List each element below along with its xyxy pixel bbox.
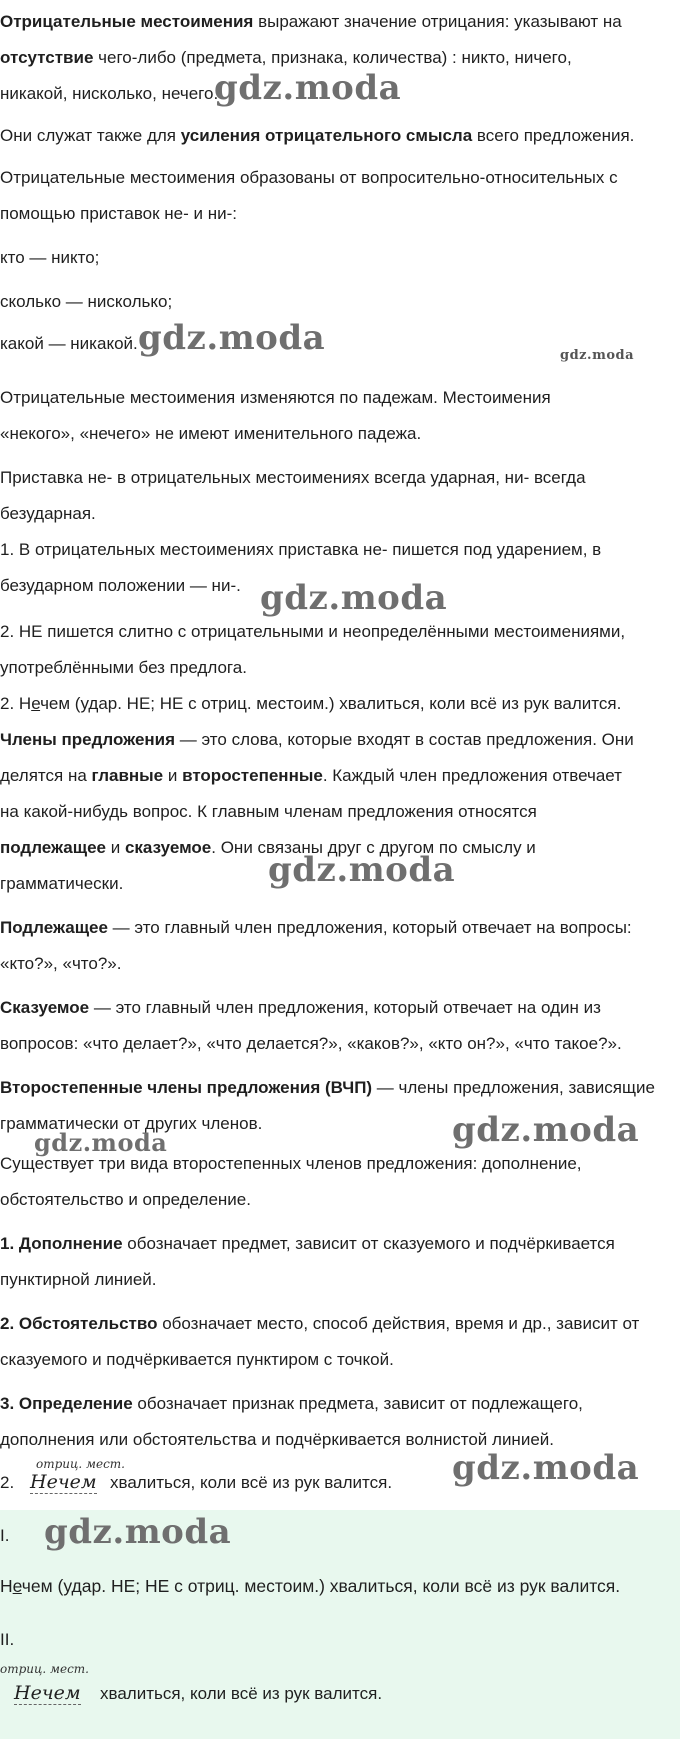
paragraph [0, 722, 680, 758]
paragraph: 1. В отрицательных местоимениях приставка не- пишется под ударением, в [0, 540, 602, 559]
text: . Каждый член предложения отвечает [322, 766, 622, 785]
handwritten-word: Нечем [14, 1682, 81, 1704]
example-number: 2. [0, 1473, 15, 1492]
paragraph: кто — никто; [0, 248, 100, 267]
paragraph: обстоятельство и определение. [0, 1190, 251, 1209]
watermark: gdz.moda [452, 1110, 640, 1150]
answer-text: хвалиться, коли всё из рук валится. [100, 1684, 383, 1703]
paragraph: грамматически от других членов. [0, 1114, 263, 1133]
handwritten-note: отриц. мест. [0, 1662, 89, 1676]
stress-letter: е [12, 1576, 22, 1596]
roman-numeral: II. [0, 1630, 15, 1649]
paragraph: помощью приставок не- и ни-: [0, 204, 237, 223]
roman-numeral: I. [0, 1526, 10, 1545]
text: обозначает место, способ действия, время и др., зависит от [157, 1314, 640, 1333]
bold-term: 3. Определение [0, 1394, 133, 1413]
paragraph: Отрицательные местоимения образованы от вопросительно-относительных с [0, 168, 618, 187]
watermark-small: gdz.moda [560, 348, 635, 363]
answer-line [0, 1576, 620, 1597]
paragraph [0, 1226, 680, 1262]
example-text: хвалиться, коли всё из рук валится. [110, 1473, 393, 1492]
paragraph: дополнения или обстоятельства и подчёркивается волнистой линией. [0, 1430, 554, 1449]
paragraph: вопросов: «что делает?», «что делается?», «каков?», «кто он?», «что такое?». [0, 1034, 622, 1053]
paragraph: сказуемого и подчёркивается пунктиром с точкой. [0, 1350, 394, 1369]
text: обозначает признак предмета, зависит от подлежащего, [132, 1394, 583, 1413]
watermark: gdz.moda [260, 578, 448, 618]
text: Они служат также для [0, 126, 181, 145]
bold-term: Подлежащее [0, 918, 108, 937]
text: чем (удар. НЕ; НЕ с отриц. местоим.) хвалиться, коли всё из рук валится. [21, 1576, 621, 1596]
paragraph [0, 4, 680, 40]
paragraph: «кто?», «что?». [0, 954, 122, 973]
answer-box [0, 1510, 680, 1739]
paragraph: сколько — нисколько; [0, 292, 173, 311]
text: — это главный член предложения, который отвечает на вопросы: [107, 918, 632, 937]
text: чем (удар. НЕ; НЕ с отриц. местоим.) хвалиться, коли всё из рук валится. [40, 694, 622, 713]
paragraph: Приставка не- в отрицательных местоимениях всегда ударная, ни- всегда [0, 468, 586, 487]
watermark: gdz.moda [138, 318, 326, 358]
bold-term: второстепенные [182, 766, 323, 785]
bold-term: подлежащее [0, 838, 106, 857]
paragraph: употреблёнными без предлога. [0, 658, 247, 677]
bold-term: отсутствие [0, 48, 94, 67]
text: 2. Н [0, 694, 32, 713]
paragraph: пунктирной линией. [0, 1270, 157, 1289]
bold-term: усиления отрицательного смысла [180, 126, 473, 145]
handwritten-note: отриц. мест. [36, 1457, 125, 1471]
paragraph: безударном положении — ни-. [0, 576, 241, 595]
paragraph [0, 910, 680, 946]
text: обозначает предмет, зависит от сказуемого и подчёркивается [122, 1234, 615, 1253]
watermark: gdz.moda [214, 68, 402, 108]
text: чего-либо (предмета, признака, количества) : никто, ничего, [93, 48, 572, 67]
bold-term: 2. Обстоятельство [0, 1314, 158, 1333]
text: и [163, 766, 183, 785]
paragraph [0, 1070, 680, 1106]
paragraph: «некого», «нечего» не имеют именительного падежа. [0, 424, 422, 443]
paragraph [0, 1386, 680, 1422]
paragraph [0, 1306, 680, 1342]
paragraph [0, 118, 680, 154]
text: — члены предложения, зависящие [372, 1078, 655, 1097]
paragraph [0, 758, 680, 794]
paragraph: безударная. [0, 504, 96, 523]
paragraph: никакой, нисколько, нечего. [0, 84, 219, 103]
watermark: gdz.moda [34, 1128, 168, 1157]
paragraph: 2. НЕ пишется слитно с отрицательными и неопределёнными местоимениями, [0, 622, 626, 641]
handwritten-word: Нечем [30, 1471, 97, 1493]
watermark: gdz.moda [452, 1448, 640, 1488]
bold-term: Второстепенные члены предложения (ВЧП) [0, 1078, 373, 1097]
text: — это слова, которые входят в состав предложения. Они [175, 730, 634, 749]
text: — это главный член предложения, который отвечает на один из [89, 998, 601, 1017]
paragraph: Отрицательные местоимения изменяются по падежам. Местоимения [0, 388, 551, 407]
paragraph: на какой-нибудь вопрос. К главным членам предложения относятся [0, 802, 537, 821]
text: всего предложения. [472, 126, 635, 145]
bold-term: Члены предложения [0, 730, 176, 749]
watermark: gdz.moda [268, 850, 456, 890]
text: . Они связаны друг с другом по смыслу и [211, 838, 536, 857]
paragraph: какой — никакой. [0, 334, 138, 353]
text: и [106, 838, 125, 857]
bold-term: главные [91, 766, 164, 785]
text: выражают значение отрицания: указывают на [253, 12, 622, 31]
bold-term: Сказуемое [0, 998, 90, 1017]
paragraph: Существует три вида второстепенных членов предложения: дополнение, [0, 1154, 582, 1173]
paragraph [0, 990, 680, 1026]
watermark: gdz.moda [44, 1512, 232, 1552]
text: делятся на [0, 766, 92, 785]
bold-term: 1. Дополнение [0, 1234, 123, 1253]
bold-term: сказуемое [124, 838, 212, 857]
paragraph: грамматически. [0, 874, 124, 893]
text: Н [0, 1576, 13, 1596]
stress-letter: е [31, 694, 41, 713]
paragraph [0, 686, 680, 722]
bold-term: Отрицательные местоимения [0, 12, 254, 31]
